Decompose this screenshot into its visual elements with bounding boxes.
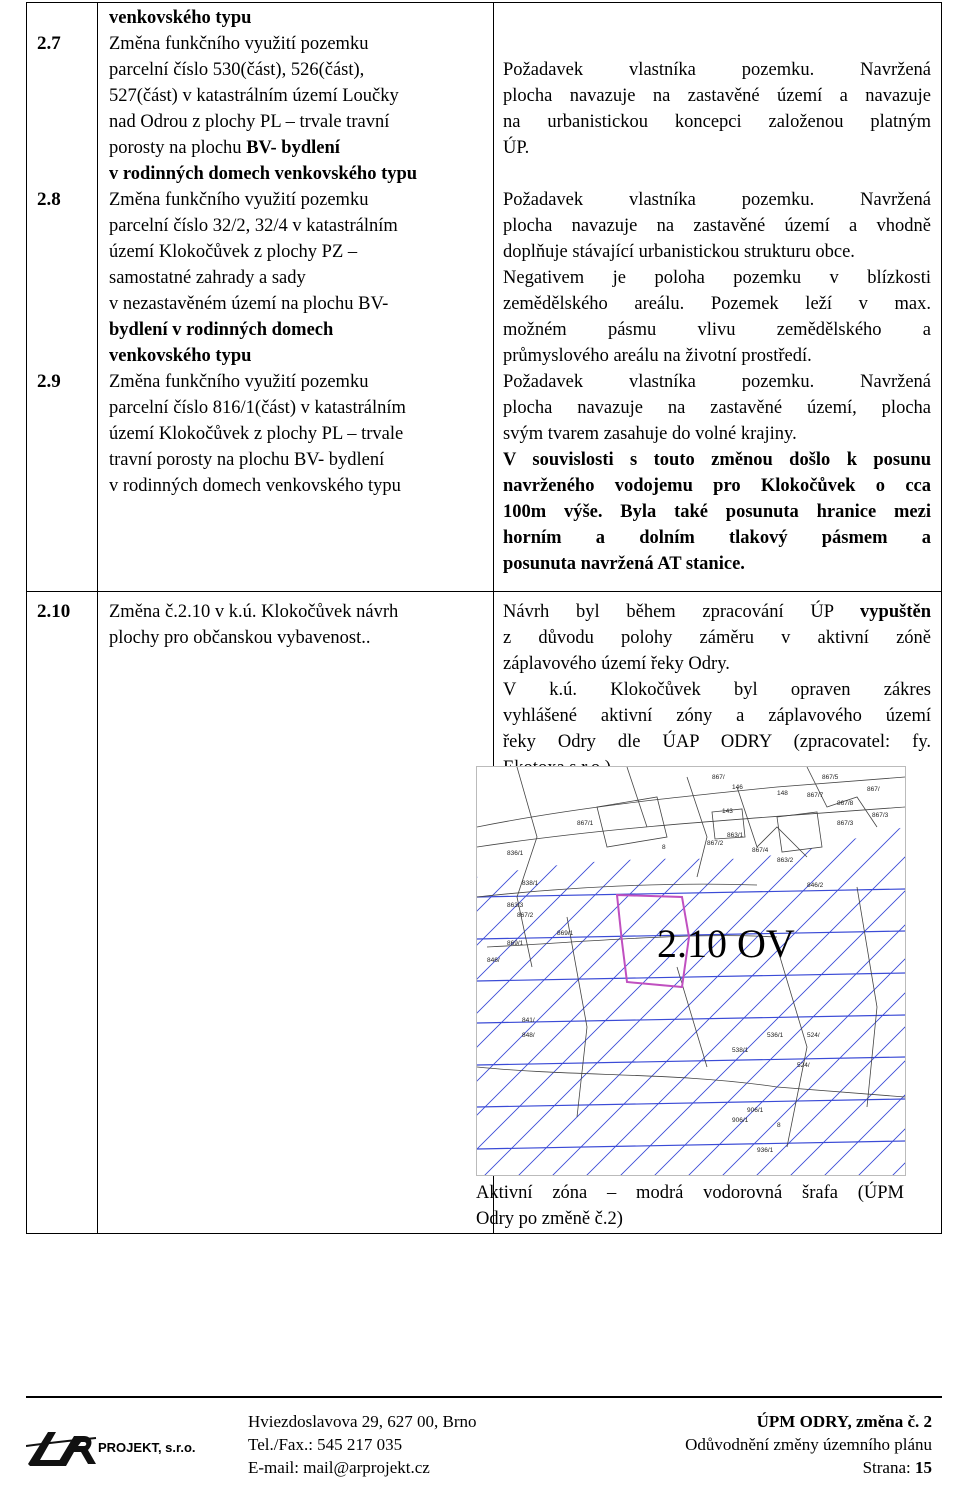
text-line: Aktivní zóna – modrá vodorovná šrafa (ÚPM [476,1183,904,1203]
parcel-number: 936/1 [757,1147,774,1154]
parcel-number: 148 [777,790,788,797]
parcel-number: 867/2 [707,840,724,847]
column-divider-1 [97,3,98,1233]
text-line: bydlení v rodinných domech [109,320,334,340]
hatch-line [477,767,825,1175]
text-line: plocha navazuje na zastavěné území a vhodně [503,216,931,236]
row-number: 2.9 [37,371,61,392]
parcel-number: 8 [662,844,666,851]
row-divider [27,591,941,592]
company-name: PROJEKT, s.r.o. [98,1440,196,1455]
parcel-number: 867/7 [807,792,824,799]
text-line: Změna č.2.10 v k.ú. Klokočůvek návrh [109,602,399,622]
parcel-number: 869/1 [507,940,524,947]
hatch-line [477,767,723,1175]
hatch-line [847,767,905,1175]
page-label: Strana: [862,1458,915,1477]
parcel-number: 867/4 [752,847,769,854]
row-2-10-justification [503,599,931,781]
text-line: v nezastavěném území na plochu BV- [109,294,389,314]
text-part: Návrh byl během zpracování ÚP [503,602,861,622]
text-line: území Klokočůvek z plochy PL – trvale [109,424,404,444]
parcel-number: 867/8 [837,800,854,807]
parcel-number: 836/1 [507,850,524,857]
hatch-line [477,767,655,1175]
parcel-number: 906/1 [732,1117,749,1124]
text-line: Požadavek vlastníka pozemku. Navržená [503,190,931,210]
text-line: na urbanistickou koncepci založenou platným [503,112,931,132]
row-number: 2.7 [37,33,61,54]
address-line: Hviezdoslavova 29, 627 00, Brno [248,1412,477,1431]
text-line: Negativem je poloha pozemku v blízkosti [503,268,931,288]
row-2-7-justification [503,57,931,161]
text-line: parcelní číslo 32/2, 32/4 v katastrálním [109,216,398,236]
parcel-number: 867/ [712,774,725,781]
text-line: samostatné zahrady a sady [109,268,306,288]
parcel-number: 867/3 [872,812,889,819]
document-meta [685,1410,932,1479]
row-2-9-description [109,369,479,499]
text-line: parcelní číslo 530(část), 526(část), [109,60,365,80]
parcel-number: 538/1 [732,1047,749,1054]
map-change-label: 2.10 OV [657,921,795,966]
text-line: Změna funkčního využití pozemku [109,190,369,210]
text-part: porosty na plochu [109,138,247,158]
text-line: doplňuje stávající urbanistickou strukturu obce. [503,242,855,262]
text-line: plocha navazuje na zastavěné území a navazuje [503,86,931,106]
text-line: v rodinných domech venkovského typu [109,164,418,184]
hatch-line [477,1141,905,1149]
footer-rule [26,1396,942,1398]
parcel-number: 867/5 [822,774,839,781]
text-line: plochy pro občanskou vybavenost.. [109,628,371,648]
text-line: Požadavek vlastníka pozemku. Navržená [503,372,931,392]
text-line: plocha navazuje na zastavěné území, plocha [503,398,931,418]
hatch-line [477,767,553,1175]
text-line: z důvodu polohy záměru v aktivní zóně [503,628,931,648]
parcel-number: 867/2 [517,912,534,919]
parcel-number: 906/1 [747,1107,764,1114]
text-line: parcelní číslo 816/1(část) v katastrálním [109,398,406,418]
text-line: řeky Odry dle ÚAP ODRY (zpracovatel: fy. [503,732,931,752]
parcel-number: 863/3 [507,902,524,909]
parcel-number: 524/ [797,1062,810,1069]
parcel-number: 867/1 [577,820,594,827]
parcel-number: 846/2 [807,882,824,889]
cadastral-map [476,766,906,1176]
text-line: průmyslového areálu na životní prostředí. [503,346,812,366]
text-line: Změna funkčního využití pozemku [109,372,369,392]
parcel-number: 848/ [522,1032,535,1039]
parcel-number: 146 [732,784,743,791]
email-line: E-mail: mail@arprojekt.cz [248,1458,430,1477]
hatch-line [477,767,689,1175]
row-2-9-justification [503,369,931,577]
text-line: venkovského typu [109,346,252,366]
active-zone-hatching [477,767,905,1175]
text-line: vyhlášené aktivní zóny a záplavového území [503,706,931,726]
row-2-8-justification [503,187,931,369]
text-line: travní porosty na plochu BV- bydlení [109,450,385,470]
text-line: V souvislosti s touto změnou došlo k posunu [503,450,931,470]
parcel-number: 524/ [807,1032,820,1039]
page-footer [26,1396,942,1478]
text-line: v rodinných domech venkovského typu [109,476,401,496]
phone-line: Tel./Fax.: 545 217 035 [248,1435,403,1454]
parcel-number: 863/2 [777,857,794,864]
text-line: možném pásmu vlivu zemědělského a [503,320,931,340]
hatch-line [477,1057,905,1065]
hatch-line [575,767,905,1175]
text-line: záplavového území řeky Odry. [503,654,730,674]
hatch-line [711,767,905,1175]
row-continuation-text: venkovského typu [109,8,252,28]
document-title: ÚPM ODRY, změna č. 2 [756,1412,932,1431]
text-line: 527(část) v katastrálním území Loučky [109,86,399,106]
parcel-number: 143 [722,808,733,815]
parcel-number: 846/ [487,957,500,964]
text-line [109,135,479,161]
map-caption [476,1180,904,1232]
text-line: Odry po změně č.2) [476,1209,623,1229]
text-line [503,599,931,625]
text-line: 100m výše. Byla také posunuta hranice mezi [503,502,931,522]
text-part-bold: BV- bydlení [246,138,340,158]
row-2-7-description [109,31,479,187]
text-line: V k.ú. Klokočůvek byl opraven zákres [503,680,931,700]
text-line: území Klokočůvek z plochy PZ – [109,242,358,262]
parcel-number: 838/1 [522,880,539,887]
parcel-number: 867/3 [837,820,854,827]
map-graphic [477,767,905,1175]
row-2-8-description [109,187,479,369]
hatch-line [477,889,905,897]
text-line: Změna funkčního využití pozemku [109,34,369,54]
row-number: 2.8 [37,189,61,210]
text-line: posunuta navržená AT stanice. [503,554,745,574]
parcel-number: 8 [777,1122,781,1129]
row-2-10-description [109,599,479,651]
text-line: Požadavek vlastníka pozemku. Navržená [503,60,931,80]
page-number: 15 [915,1458,932,1477]
text-line: zemědělského areálu. Pozemek leží v max. [503,294,931,314]
parcel-number: 863/1 [727,832,744,839]
page-indicator [685,1456,932,1479]
parcel-number: 841/ [522,1017,535,1024]
document-subtitle: Odůvodnění změny územního plánu [685,1435,932,1454]
text-line: nad Odrou z plochy PL – trvale travní [109,112,390,132]
text-part-bold: vypuštěn [860,602,931,622]
text-line: ÚP. [503,138,530,158]
parcel-number: 536/1 [767,1032,784,1039]
hatch-line [477,973,905,981]
parcel-number: 869/1 [557,930,574,937]
hatch-line [507,767,905,1175]
text-line: navrženého vodojemu pro Klokočůvek o cca [503,476,931,496]
hatch-line [477,1099,905,1107]
company-address [248,1410,477,1479]
parcel-number: 867/ [867,786,880,793]
hatch-line [477,767,587,1175]
row-number: 2.10 [37,601,71,622]
hatch-line [477,767,621,1175]
text-line: svým tvarem zasahuje do volné krajiny. [503,424,797,444]
text-line: horním a dolním tlakový pásmem a [503,528,931,548]
